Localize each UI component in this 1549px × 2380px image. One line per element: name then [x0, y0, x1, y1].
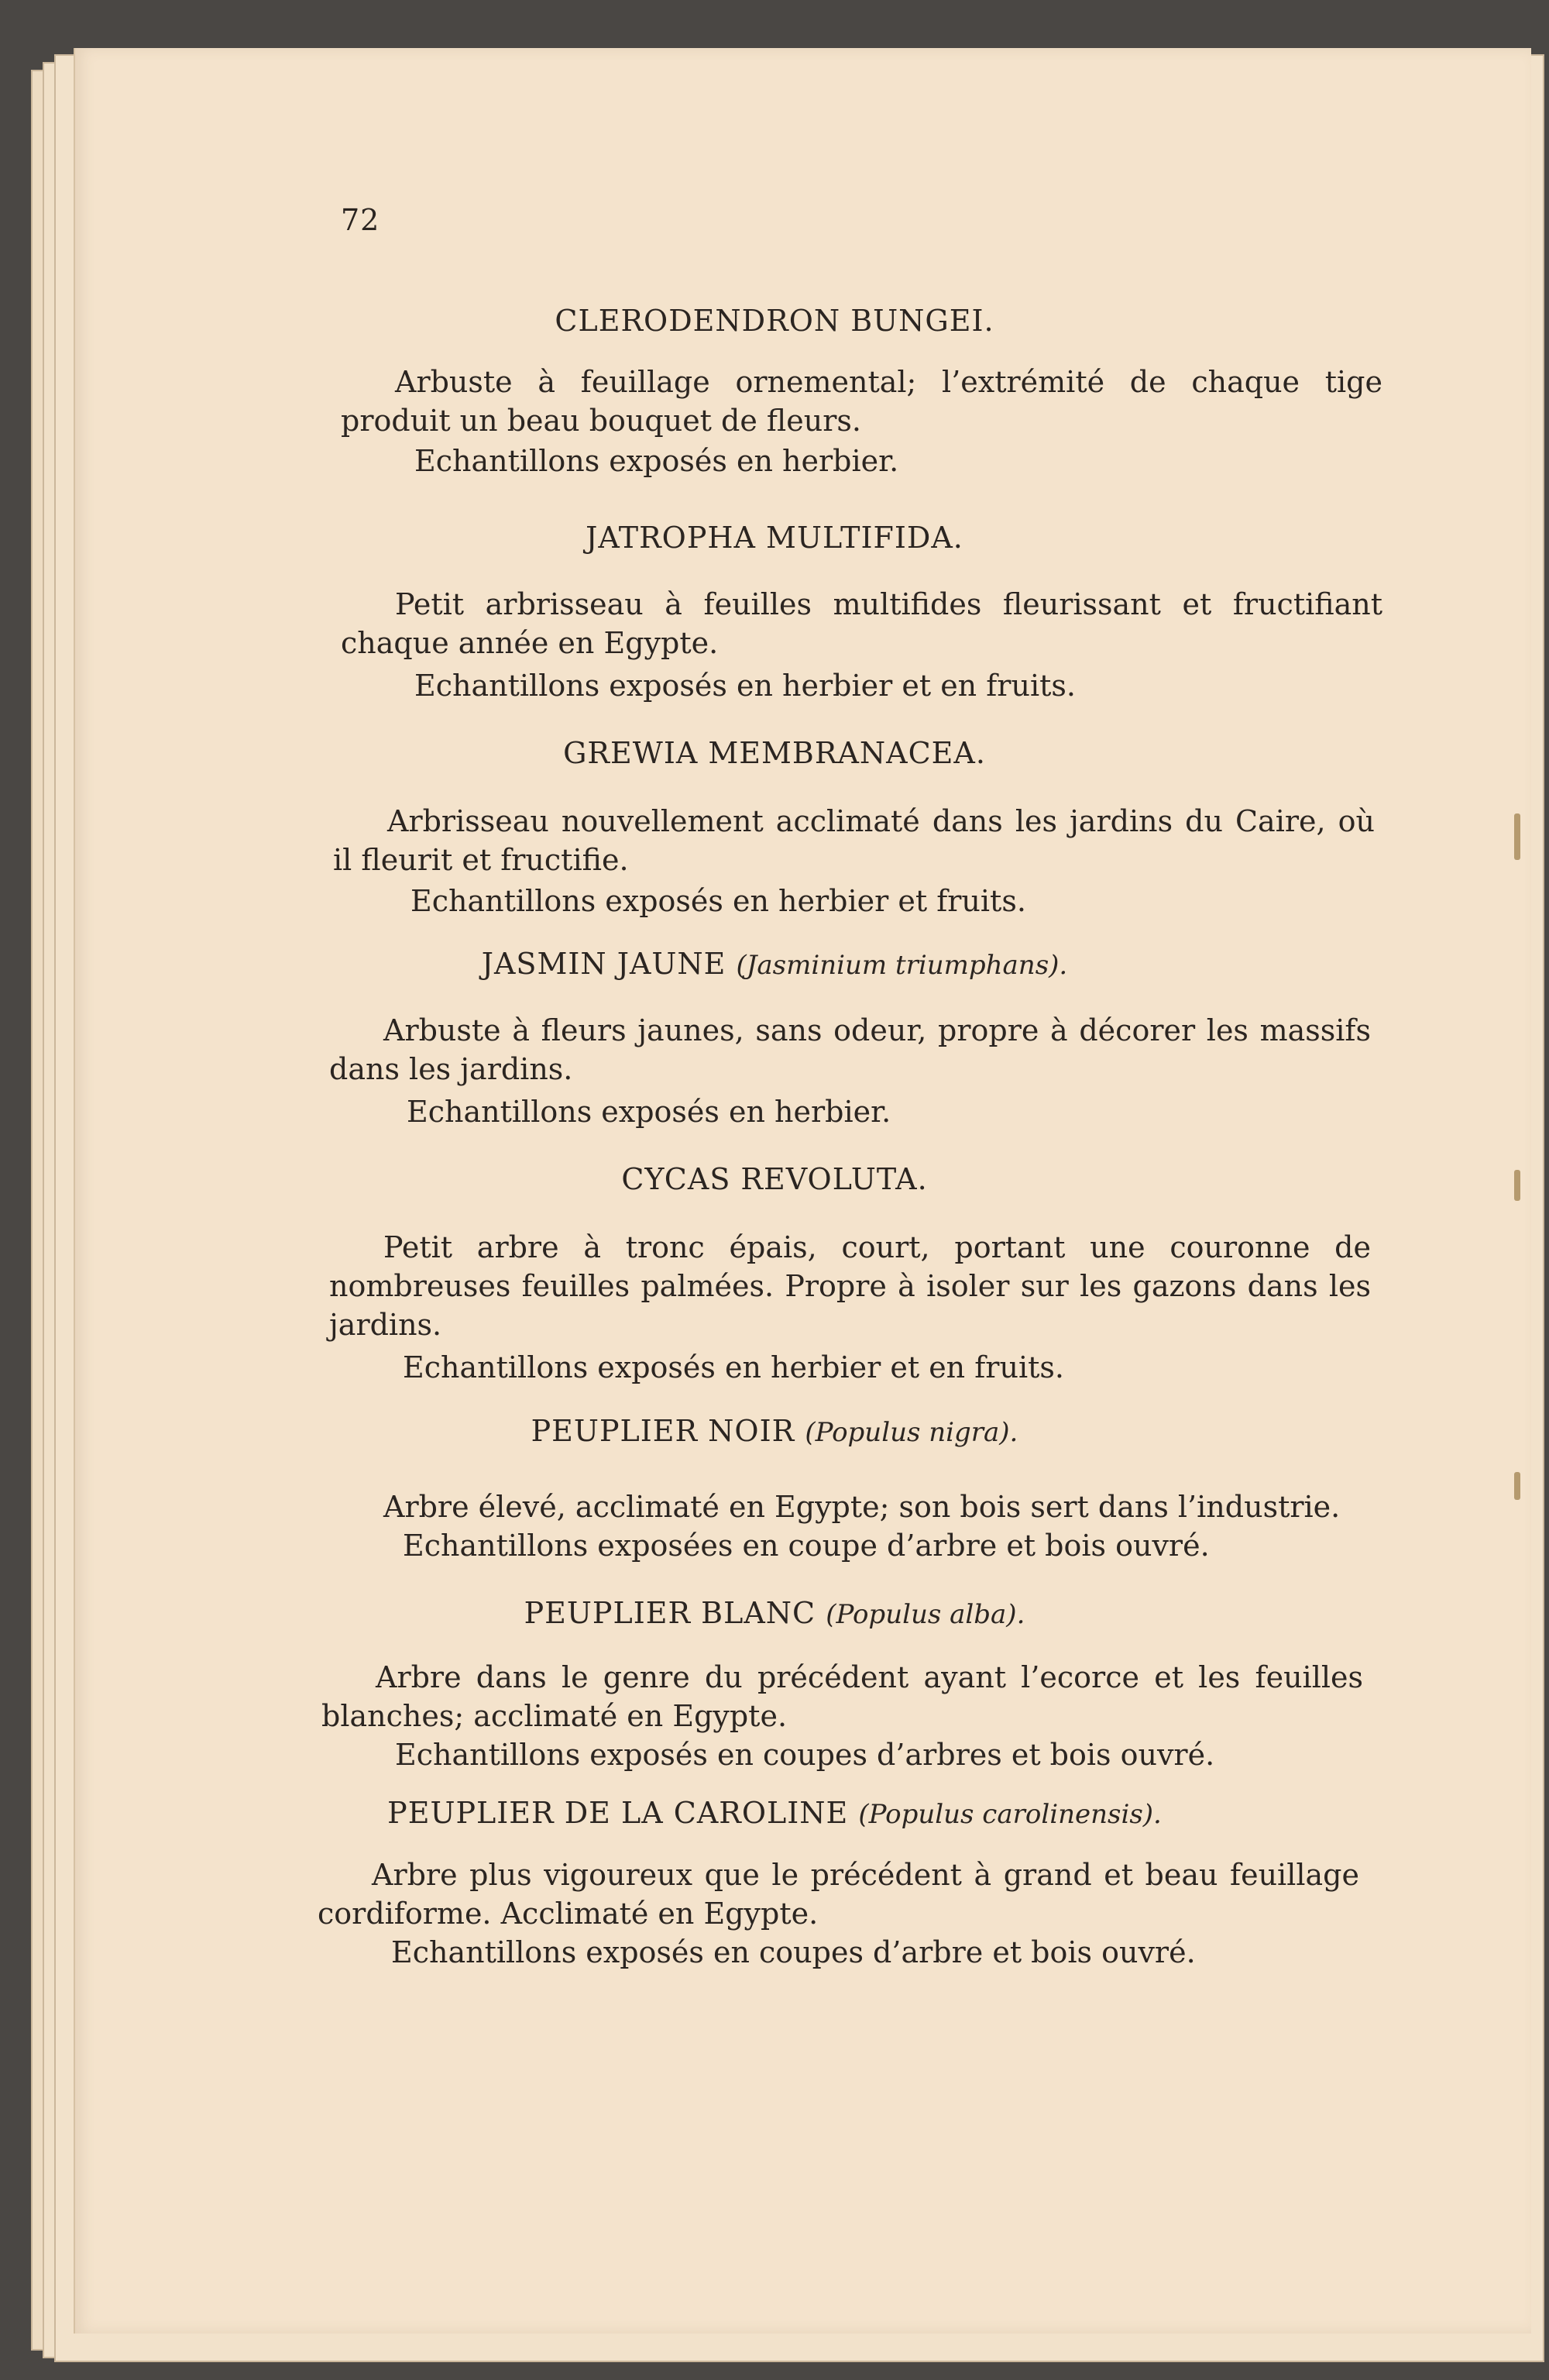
entry-description — [329, 1488, 1371, 1526]
entry-title — [0, 521, 1549, 555]
entry-samples: Echantillons exposés en herbier et fruits. — [410, 884, 1026, 918]
entry-samples: Echantillons exposés en herbier. — [414, 444, 899, 478]
entry-title-name: PEUPLIER DE LA CAROLINE — [387, 1796, 849, 1830]
entry-title-name: PEUPLIER BLANC — [524, 1596, 816, 1630]
entry-description-text: Arbre plus vigoureux que le précédent à grand et beau feuillage cordiforme. Acclimaté en Egypte. — [318, 1858, 1359, 1931]
entry-description — [329, 1228, 1371, 1344]
entry-title-latin: (Populus nigra). — [805, 1417, 1018, 1448]
entry-title-name: CYCAS REVOLUTA. — [621, 1162, 928, 1196]
entry-description-text: Arbuste à fleurs jaunes, sans odeur, propre à décorer les massifs dans les jardins. — [329, 1013, 1371, 1086]
entry-title-name: JASMIN JAUNE — [481, 947, 726, 981]
entry-samples: Echantillons exposés en coupes d’arbre et bois ouvré. — [391, 1935, 1196, 1969]
entry-description — [329, 1011, 1371, 1089]
page-number: 72 — [341, 203, 380, 237]
entry-title-name: CLERODENDRON BUNGEI. — [555, 304, 994, 338]
entry-description — [321, 1658, 1363, 1735]
entry-description-text: Petit arbrisseau à feuilles multifides fleurissant et fructifiant chaque année en Egypte. — [341, 587, 1382, 660]
entry-title-latin: (Jasminium triumphans). — [736, 950, 1068, 981]
entry-title — [0, 947, 1549, 981]
entry-samples: Echantillons exposés en herbier et en fruits. — [403, 1350, 1064, 1384]
entry-description — [333, 802, 1375, 879]
entry-title — [0, 736, 1549, 770]
entry-description-text: Arbre dans le genre du précédent ayant l’ecorce et les feuilles blanches; acclimaté en Egypte. — [321, 1660, 1363, 1733]
entry-samples: Echantillons exposés en coupes d’arbres et bois ouvré. — [395, 1738, 1215, 1772]
entry-description — [341, 585, 1382, 662]
entry-samples: Echantillons exposés en herbier et en fruits. — [414, 669, 1076, 703]
entry-description — [318, 1856, 1359, 1933]
entry-description — [341, 363, 1382, 440]
entry-description-text: Arbre élevé, acclimaté en Egypte; son bois sert dans l’industrie. — [383, 1490, 1341, 1524]
entry-title — [0, 1162, 1549, 1196]
entry-title-latin: (Populus alba). — [826, 1599, 1025, 1630]
entry-title — [0, 1796, 1549, 1830]
entry-samples: Echantillons exposés en herbier. — [407, 1095, 891, 1129]
entry-title-name: GREWIA MEMBRANACEA. — [563, 736, 986, 770]
entry-samples: Echantillons exposées en coupe d’arbre et bois ouvré. — [403, 1529, 1210, 1563]
entry-title-latin: (Populus carolinensis). — [858, 1799, 1162, 1830]
entry-title — [0, 304, 1549, 338]
entry-title-name: JATROPHA MULTIFIDA. — [586, 521, 963, 555]
entry-title — [0, 1596, 1549, 1630]
entry-description-text: Arbuste à feuillage ornemental; l’extrémité de chaque tige produit un beau bouquet de fleurs. — [341, 365, 1382, 438]
entry-title-name: PEUPLIER NOIR — [531, 1414, 795, 1448]
entry-description-text: Arbrisseau nouvellement acclimaté dans les jardins du Caire, où il fleurit et fructifie. — [333, 804, 1375, 877]
entry-description-text: Petit arbre à tronc épais, court, portant une couronne de nombreuses feuilles palmées. Propre à isoler sur les gazons dans les jardins. — [329, 1230, 1371, 1342]
entry-title — [0, 1414, 1549, 1448]
